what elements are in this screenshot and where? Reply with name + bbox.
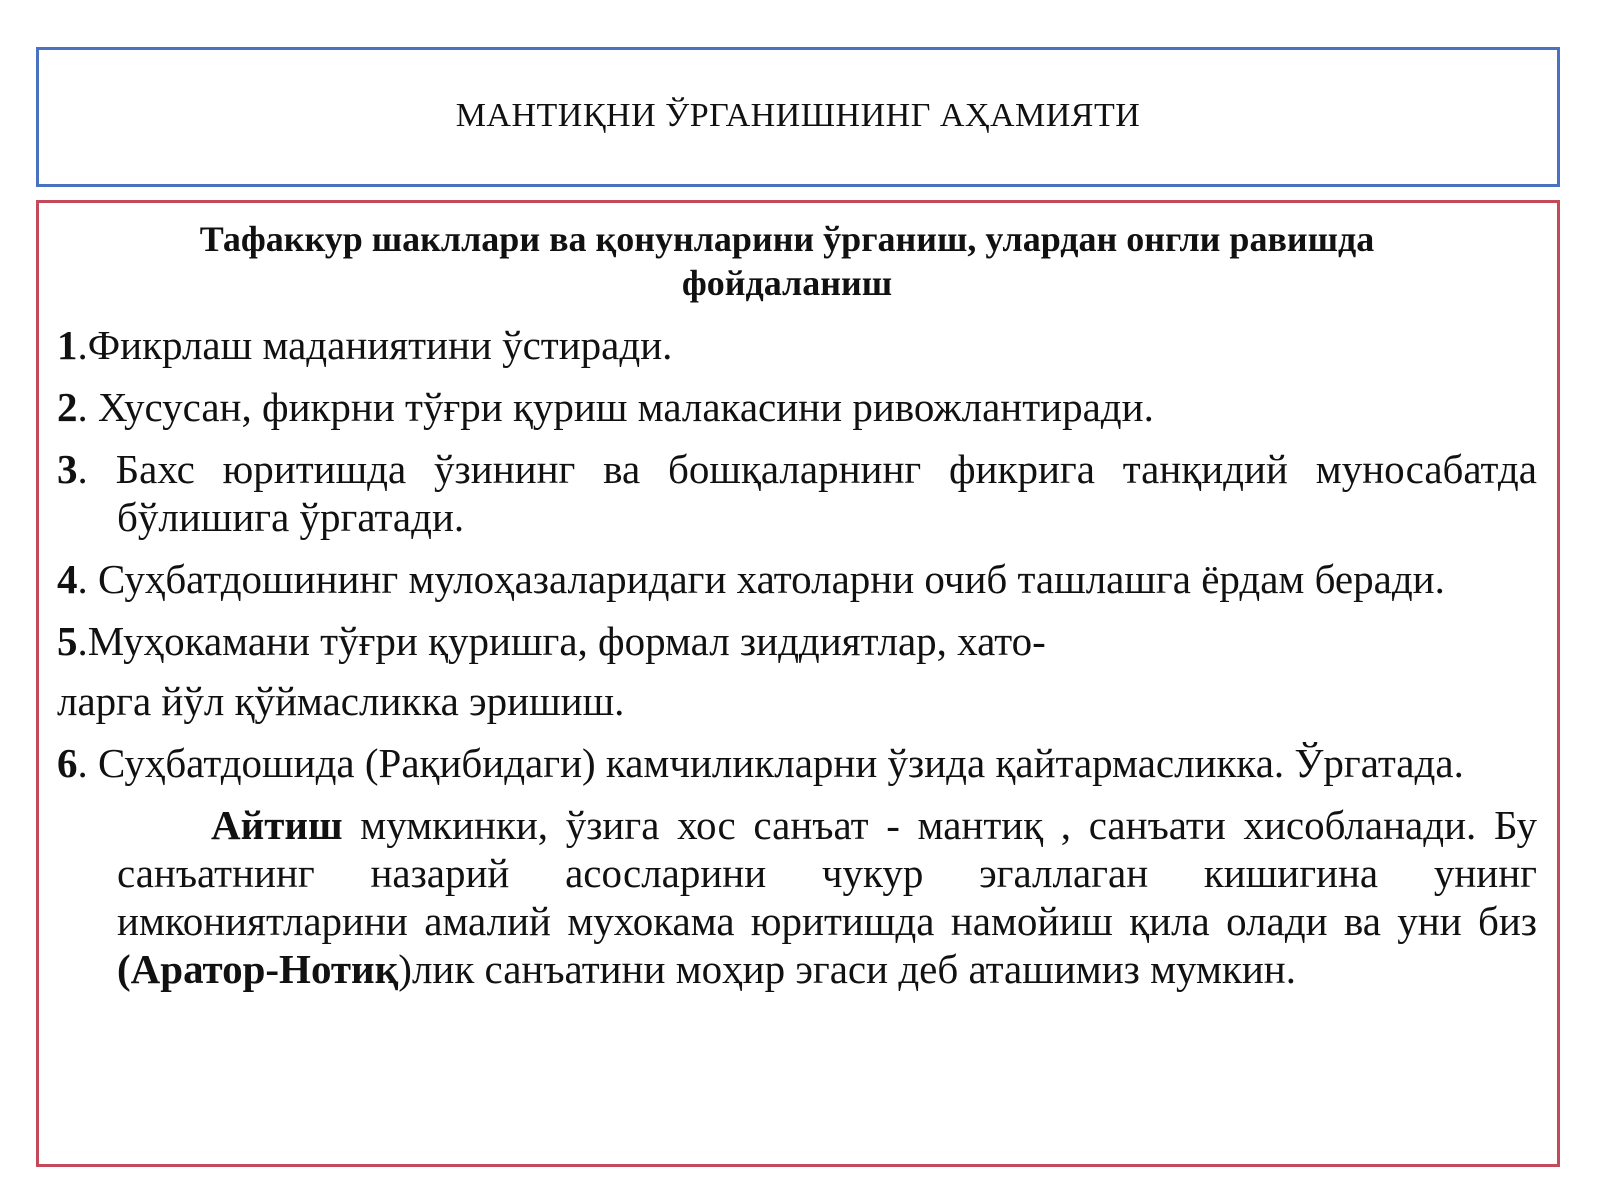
item-number: 4 xyxy=(57,556,78,602)
item-number: 6 xyxy=(57,740,78,786)
item-5-line-2: ларга йўл қўймасликка эришиш. xyxy=(57,678,625,724)
final-paragraph xyxy=(117,801,1537,993)
list-item-5 xyxy=(57,617,1537,725)
item-number: 2 xyxy=(57,384,78,430)
content-box xyxy=(36,200,1560,1167)
final-text-part-2: )лик санъатини моҳир эгаси деб аташимиз мумкин. xyxy=(398,946,1296,992)
list-item-1 xyxy=(57,321,1537,369)
final-bold-start: Айтиш xyxy=(211,802,343,848)
item-number: 1 xyxy=(57,322,78,368)
slide-title: МАНТИҚНИ ЎРГАНИШНИНГ АҲАМИЯТИ xyxy=(455,97,1141,134)
item-text: .Муҳокамани тўғри қуришга, формал зиддиятлар, хато- xyxy=(77,618,1046,664)
item-text: .Фикрлаш маданиятини ўстиради. xyxy=(77,322,673,368)
list-item-2 xyxy=(57,383,1537,431)
final-bold-mid: (Аратор-Нотиқ xyxy=(117,946,399,992)
item-number: 3 xyxy=(57,446,78,492)
item-5-line-1 xyxy=(57,617,1537,665)
content-heading: Тафаккур шакллари ва қонунларини ўрганиш, улардан онгли равишда фойдаланиш xyxy=(199,219,1375,303)
list-item-3 xyxy=(57,445,1537,541)
item-text: . Суҳбатдошининг мулоҳазаларидаги хатоларни очиб ташлашга ёрдам беради. xyxy=(77,556,1445,602)
title-box xyxy=(36,47,1560,187)
item-number: 5 xyxy=(57,618,78,664)
item-text: . Хусусан, фикрни тўғри қуриш малакасини ривожлантиради. xyxy=(77,384,1154,430)
list-item-4 xyxy=(57,555,1537,603)
item-text: . Бахс юритишда ўзининг ва бошқаларнинг фикрига танқидий муносабатда бўлишига ўргатади. xyxy=(77,446,1537,540)
item-text: . Суҳбатдошида (Рақибидаги) камчиликларни ўзида қайтармасликка. Ўргатада. xyxy=(77,740,1464,786)
list-item-6 xyxy=(57,739,1537,787)
final-text-part-1: мумкинки, ўзига хос санъат - мантиқ , санъати хисобланади. Бу санъатнинг назарий асосларини чукур эгаллаган кишигина унинг имкониятларини амалий мухокама юритишда намойиш қила олади ва уни биз xyxy=(117,802,1537,944)
